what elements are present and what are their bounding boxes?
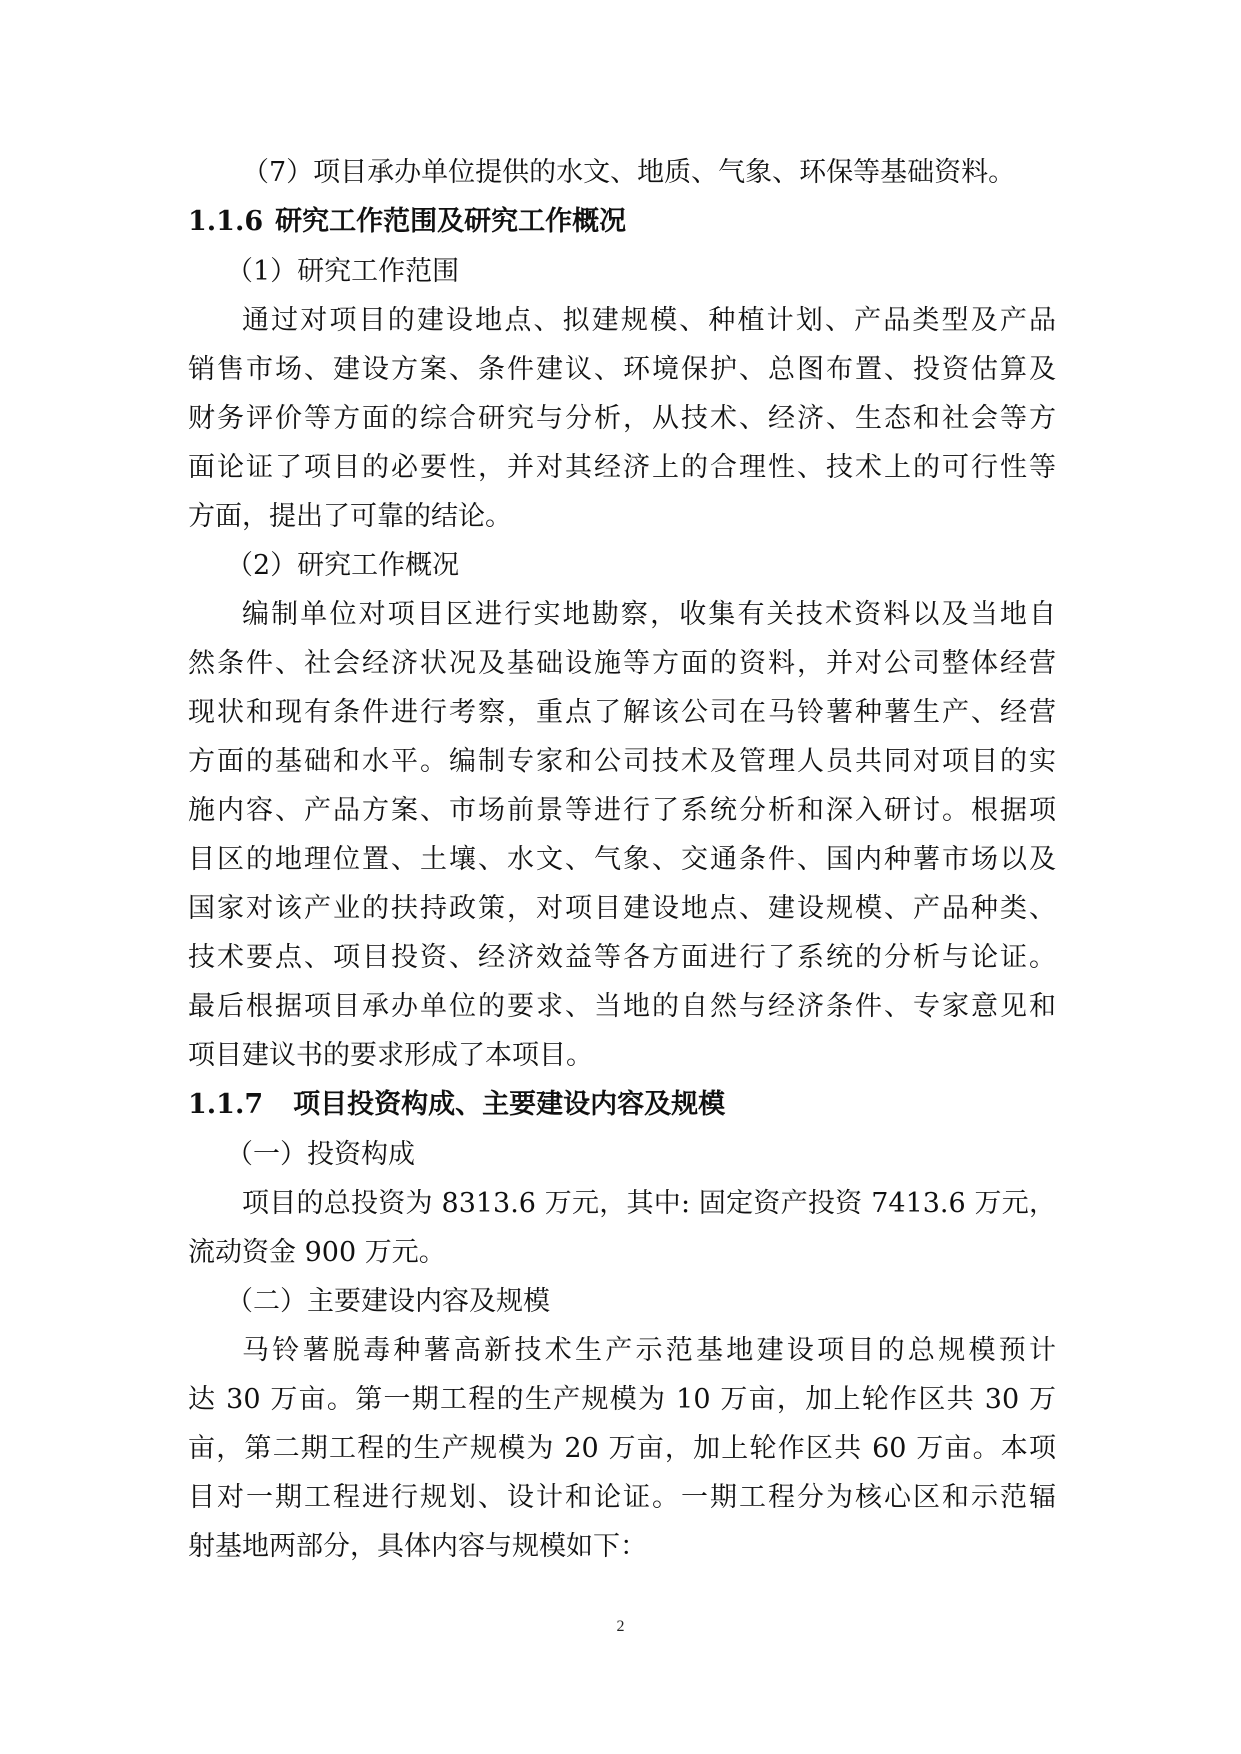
subsection-label: （一）投资构成: [226, 1139, 415, 1170]
section-heading: [188, 1080, 1056, 1130]
page-number: 2: [616, 1618, 625, 1635]
text-line: 目区的地理位置、土壤、水文、气象、交通条件、国内种薯市场以及: [188, 844, 1056, 875]
text-line: 施内容、产品方案、市场前景等进行了系统分析和深入研讨。根据项: [188, 795, 1056, 826]
paragraph: [188, 296, 1056, 541]
text-line: 编制单位对项目区进行实地勘察，收集有关技术资料以及当地自: [242, 599, 1056, 630]
section-title: 研究工作范围及研究工作概况: [275, 206, 627, 237]
subsection-label: （2）研究工作概况: [226, 550, 460, 581]
text-line: 然条件、社会经济状况及基础设施等方面的资料，并对公司整体经营: [188, 648, 1056, 679]
text-line: 目对一期工程进行规划、设计和论证。一期工程分为核心区和示范辐: [188, 1482, 1056, 1513]
text-line: 射基地两部分，具体内容与规模如下：: [188, 1531, 647, 1562]
text-line: 最后根据项目承办单位的要求、当地的自然与经济条件、专家意见和: [188, 991, 1056, 1022]
paragraph: [188, 148, 1056, 197]
text-line: 方面的基础和水平。编制专家和公司技术及管理人员共同对项目的实: [188, 746, 1056, 777]
text-line: （7）项目承办单位提供的水文、地质、气象、环保等基础资料。: [242, 157, 1016, 188]
text-line: 达 30 万亩。第一期工程的生产规模为 10 万亩，加上轮作区共 30 万: [188, 1384, 1056, 1415]
paragraph: [188, 590, 1056, 1080]
section-number: 1.1.7: [188, 1089, 264, 1120]
text-line: 通过对项目的建设地点、拟建规模、种植计划、产品类型及产品: [242, 305, 1056, 336]
text-line: 技术要点、项目投资、经济效益等各方面进行了系统的分析与论证。: [188, 942, 1056, 973]
text-line: 现状和现有条件进行考察，重点了解该公司在马铃薯种薯生产、经营: [188, 697, 1056, 728]
text-line: 项目建议书的要求形成了本项目。: [188, 1040, 593, 1071]
text-line: 财务评价等方面的综合研究与分析，从技术、经济、生态和社会等方: [188, 403, 1056, 434]
section-heading: [188, 197, 1056, 247]
text-line: 马铃薯脱毒种薯高新技术生产示范基地建设项目的总规模预计: [242, 1335, 1056, 1366]
text-line: 项目的总投资为 8313.6 万元，其中: 固定资产投资 7413.6 万元，: [242, 1188, 1056, 1219]
subsection-label: （二）主要建设内容及规模: [226, 1286, 550, 1317]
section-title: 项目投资构成、主要建设内容及规模: [293, 1089, 726, 1120]
text-line: 亩，第二期工程的生产规模为 20 万亩，加上轮作区共 60 万亩。本项: [188, 1433, 1056, 1464]
document-body: [188, 148, 1056, 1571]
paragraph: [188, 1326, 1056, 1571]
text-line: 面论证了项目的必要性，并对其经济上的合理性、技术上的可行性等: [188, 452, 1056, 483]
section-number: 1.1.6: [188, 206, 264, 237]
subsection-label: （1）研究工作范围: [226, 256, 460, 287]
text-line: 销售市场、建设方案、条件建议、环境保护、总图布置、投资估算及: [188, 354, 1056, 385]
text-line: 流动资金 900 万元。: [188, 1237, 446, 1268]
text-line: 方面，提出了可靠的结论。: [188, 501, 512, 532]
text-line: 国家对该产业的扶持政策，对项目建设地点、建设规模、产品种类、: [188, 893, 1056, 924]
paragraph: [188, 1179, 1056, 1277]
